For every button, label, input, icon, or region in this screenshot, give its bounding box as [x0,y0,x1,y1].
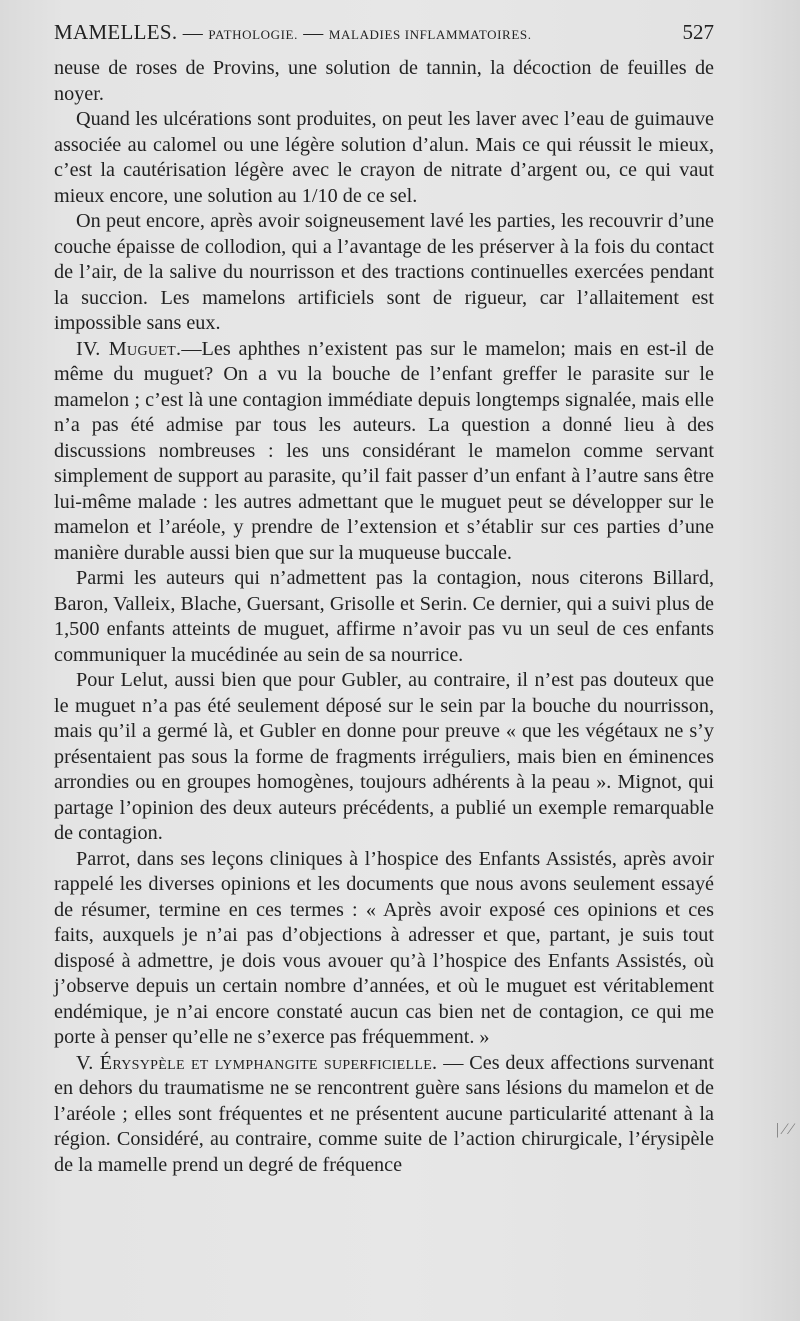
running-title [54,20,532,45]
section-v-paragraph [54,1051,714,1179]
header-dash-2: — [303,22,324,44]
paragraph-3: On peut encore, après avoir soigneusement lavé les parties, les recouvrir d’une couche épaisse de collodion, qui a l’avantage de les préserver à la fois du contact de l’air, de la salive du nourrisson et des tractions continuelles exercées pendant la succion. Les mamelons artificiels sont de rigueur, car l’allaitement est impossible sans eux. [54,210,714,334]
header-section: PATHOLOGIE. [208,27,298,42]
section-v-text: — Ces deux affections survenant en dehors du traumatisme ne se rencontrent guère sans lésions du mamelon et de l’aréole ; elles sont fréquentes et ne présentent aucune particularité attenant à la région. Considéré, au contraire, comme suite de l’action chirurgicale, l’érysipèle de la mamelle prend un degré de fréquence [54,1051,715,1176]
header-dash-1: — [182,22,204,44]
section-iv-heading: IV. Muguet. [76,337,182,360]
body-text [54,56,714,1178]
running-header [54,20,714,50]
page-number: 527 [682,20,714,44]
paragraph-2: Quand les ulcérations sont produites, on peut les laver avec l’eau de guimauve associée au calomel ou une légère solution d’alun. Mais ce qui réussit le mieux, c’est la cautérisation légère avec le crayon de nitrate d’argent ou, ce qui vaut mieux encore, une solution au 1/10 de ce sel. [54,108,714,207]
paragraph-7: Parrot, dans ses leçons cliniques à l’hospice des Enfants Assistés, après avoir rappelé les diverses opinions et les documents que nous avons seulement essayé de résumer, termine en ces termes : « Après avoir exposé ces opinions et ces faits, auxquels je n’ai pas d’objections à adresser et que, partant, je suis tout disposé à admettre, je dois vous avouer qu’à l’hospice des Enfants Assistés, où j’observe depuis un certain nombre d’années, et où le muguet est véritablement endémique, je n’ai encore constaté aucun cas bien net de contagion, ce qui me porte à penser qu’elle ne s’exerce pas fréquemment. » [54,847,714,1048]
margin-pencil-marks: | ⁄ ⁄ [776,1121,793,1138]
header-subsection: MALADIES INFLAMMATOIRES. [328,27,532,42]
paragraph-5: Parmi les auteurs qui n’admettent pas la contagion, nous citerons Billard, Baron, Valleix, Blache, Guersant, Grisolle et Serin. Ce dernier, qui a suivi plus de 1,500 enfants atteints de muguet, affirme n’avoir pas vu un seul de ces enfants communiquer la mucédinée au sein de sa nourrice. [54,567,714,666]
paragraph-6: Pour Lelut, aussi bien que pour Gubler, au contraire, il n’est pas douteux que le muguet n’a pas été seulement déposé sur le sein par la bouche du nourrisson, mais qu’il a germé là, et Gubler en donne pour preuve « que les végétaux ne s’y présentaient pas sous la forme de fragments irréguliers, mais bien en éminences arrondies ou en groupes homogènes, toujours adhérents à la peau ». Mignot, qui partage l’opinion des deux auteurs précédents, a publié un exemple remarquable de contagion. [54,669,714,844]
section-iv-text: —Les aphthes n’existent pas sur le mamelon; mais en est-il de même du muguet? On a vu la bouche de l’enfant greffer le parasite sur le mamelon ; c’est là une contagion immédiate depuis longtemps signalée, mais elle n’a pas été admise par tous les auteurs. La question a donné lieu à des discussions nombreuses : les uns considérant le mamelon comme servant simplement de support au parasite, qu’il fait passer d’un enfant à l’autre sans être lui-même malade : les autres admettant que le muguet peut se développer sur le mamelon et l’aréole, y prendre de l’extension et s’établir sur ces parties d’une manière durable aussi bien que sur la muqueuse buccale. [54,337,714,564]
header-title: MAMELLES. [54,20,178,44]
section-iv-paragraph [54,337,714,567]
paragraph-1: neuse de roses de Provins, une solution de tannin, la décoction de feuilles de noyer. [54,57,714,105]
section-v-heading: V. Érysypèle et lymphangite superficielle. [76,1051,438,1074]
